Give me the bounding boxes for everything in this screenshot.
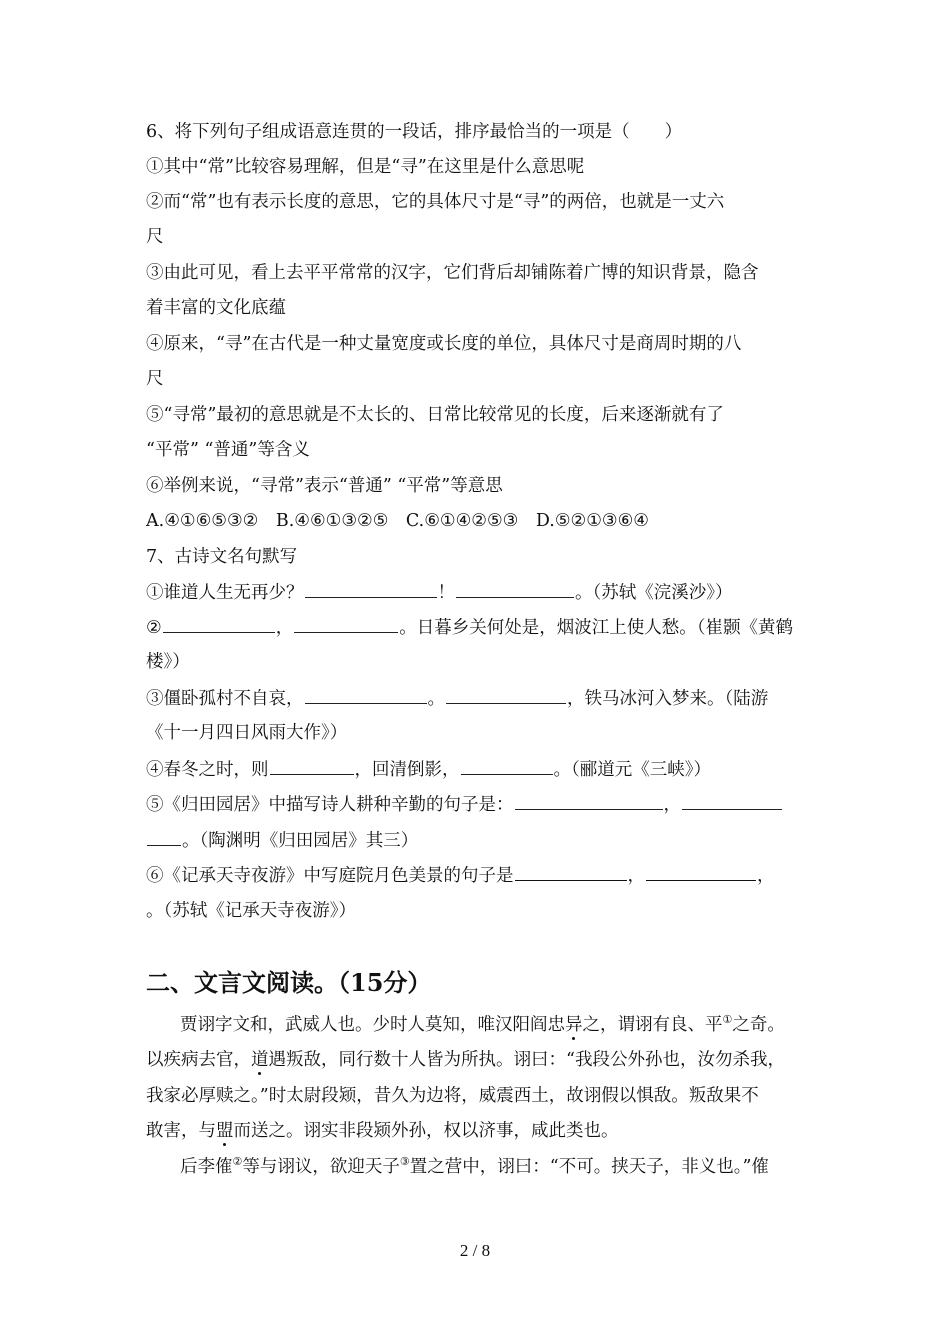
section-heading: 二、文言文阅读。（15分） bbox=[146, 968, 432, 997]
answer-blank[interactable] bbox=[305, 686, 427, 704]
q6-sentence-4-cont: 尺 bbox=[146, 369, 164, 389]
passage-text: 之，谓诩有良、平 bbox=[582, 1015, 723, 1035]
page-number: 2 / 8 bbox=[459, 1241, 491, 1260]
q7-item-4-text-b: ，回清倒影， bbox=[354, 760, 460, 780]
q6-sentence-3-cont: 着丰富的文化底蕴 bbox=[146, 298, 286, 318]
answer-blank[interactable] bbox=[305, 580, 437, 598]
q6-sentence-3: ③由此可见，看上去平平常常的汉字，它们背后却铺陈着广博的知识背景，隐含 bbox=[146, 263, 759, 283]
answer-blank[interactable] bbox=[147, 828, 181, 846]
q7-item-3 bbox=[146, 686, 816, 711]
passage-line-2 bbox=[146, 1048, 816, 1072]
passage-line-1 bbox=[146, 1013, 816, 1037]
answer-blank[interactable] bbox=[515, 863, 627, 881]
passage-text: 贾诩字文和，武威人也。少时人莫知，唯汉阳阎忠 bbox=[180, 1015, 565, 1035]
q7-item-3-text-b: ，铁马冰河入梦来。（陆游 bbox=[567, 689, 769, 709]
emphasis-char: 道 bbox=[251, 1050, 269, 1070]
q7-item-1-text: ①谁道人生无再少？ bbox=[146, 583, 304, 603]
q7-stem: 7、古诗文名句默写 bbox=[146, 547, 298, 567]
answer-blank[interactable] bbox=[646, 863, 756, 881]
q7-item-3-cont: 《十一月四日风雨大作》） bbox=[146, 723, 348, 743]
passage-text: 后李傕 bbox=[180, 1157, 233, 1177]
footnote-marker: ③ bbox=[399, 1155, 410, 1169]
q7-item-2 bbox=[146, 615, 816, 640]
q7-item-2-cont: 楼》） bbox=[146, 652, 190, 672]
emphasis-char: 盟 bbox=[216, 1121, 234, 1141]
passage-text: 敢害，与 bbox=[146, 1121, 216, 1141]
q7-item-1 bbox=[146, 580, 816, 605]
answer-blank[interactable] bbox=[446, 686, 566, 704]
q7-item-6-punct: ， bbox=[627, 866, 645, 886]
passage-line-3: 我家必厚赎之。”时太尉段颎，昔久为边将，威震西土，故诩假以惧敌。叛敌果不 bbox=[146, 1086, 759, 1106]
q6-options: A.④①⑥⑤③② B.④⑥①③②⑤ C.⑥①④②⑤③ D.⑤②①③⑥④ bbox=[146, 511, 649, 531]
answer-blank[interactable] bbox=[294, 615, 398, 633]
q6-sentence-5: ⑤“寻常”最初的意思就是不太长的、日常比较常见的长度，后来逐渐就有了 bbox=[146, 405, 724, 425]
passage-text: 而送之。诩实非段颎外孙，权以济事，咸此类也。 bbox=[233, 1121, 619, 1141]
answer-blank[interactable] bbox=[515, 792, 663, 810]
q7-item-4-source: 。（郦道元《三峡》） bbox=[553, 760, 711, 780]
q7-item-6 bbox=[146, 863, 816, 888]
q6-sentence-4: ④原来，“寻”在古代是一种丈量宽度或长度的单位，具体尺寸是商周时期的八 bbox=[146, 334, 742, 354]
passage-text: 之奇。 bbox=[732, 1015, 785, 1035]
q7-item-3-punct: 。 bbox=[427, 689, 445, 709]
passage-line-4 bbox=[146, 1119, 816, 1143]
q7-item-2-punct: ， bbox=[275, 618, 294, 638]
q7-item-6-cont: 。（苏轼《记承天寺夜游》） bbox=[146, 901, 356, 921]
answer-blank[interactable] bbox=[456, 580, 574, 598]
q7-item-4-text: ④春冬之时，则 bbox=[146, 760, 269, 780]
q7-item-6-text: ⑥《记承天寺夜游》中写庭院月色美景的句子是 bbox=[146, 866, 514, 886]
q7-item-5-source: 。（陶渊明《归田园居》其三） bbox=[182, 831, 419, 851]
answer-blank[interactable] bbox=[682, 792, 782, 810]
q6-sentence-2-cont: 尺 bbox=[146, 227, 164, 247]
q7-item-5-text: ⑤《归田园居》中描写诗人耕种辛勤的句子是： bbox=[146, 795, 514, 815]
q7-item-2-text: 。日暮乡关何处是，烟波江上使人愁。（崔颢《黄鹤 bbox=[399, 618, 793, 638]
q6-sentence-1: ①其中“常”比较容易理解，但是“寻”在这里是什么意思呢 bbox=[146, 157, 585, 177]
q7-item-1-punct: ！ bbox=[437, 583, 455, 603]
answer-blank[interactable] bbox=[270, 757, 354, 775]
q7-item-2-num: ② bbox=[146, 618, 162, 638]
passage-line-5 bbox=[146, 1155, 816, 1179]
answer-blank[interactable] bbox=[461, 757, 553, 775]
q7-item-5 bbox=[146, 792, 816, 817]
emphasis-char: 异 bbox=[565, 1015, 583, 1035]
q6-stem: 6、将下列句子组成语意连贯的一段话，排序最恰当的一项是（ ） bbox=[146, 122, 683, 142]
q7-item-5-punct: ， bbox=[663, 795, 681, 815]
q7-item-4 bbox=[146, 757, 816, 782]
footnote-marker: ① bbox=[722, 1013, 733, 1027]
footnote-marker: ② bbox=[232, 1155, 243, 1169]
q6-sentence-2: ②而“常”也有表示长度的意思，它的具体尺寸是“寻”的两倍，也就是一丈六 bbox=[146, 192, 725, 212]
q6-sentence-5-cont: “平常” “普通”等含义 bbox=[146, 440, 310, 460]
passage-text: 等与诩议，欲迎天子 bbox=[242, 1157, 400, 1177]
q7-item-5-cont bbox=[146, 828, 816, 853]
passage-text: 遇叛敌，同行数十人皆为所执。诩曰：“我段公外孙也，汝勿杀我， bbox=[268, 1050, 785, 1070]
q7-item-6-punct-b: ， bbox=[757, 866, 775, 886]
q7-item-3-text: ③僵卧孤村不自哀， bbox=[146, 689, 304, 709]
q6-sentence-6: ⑥举例来说，“寻常”表示“普通” “平常”等意思 bbox=[146, 476, 503, 496]
passage-text: 置之营中，诩曰：“不可。挟天子，非义也。”傕 bbox=[409, 1157, 769, 1177]
q7-item-1-source: 。（苏轼《浣溪沙》） bbox=[575, 583, 733, 603]
passage-text: 以疾病去官， bbox=[146, 1050, 251, 1070]
answer-blank[interactable] bbox=[163, 615, 275, 633]
